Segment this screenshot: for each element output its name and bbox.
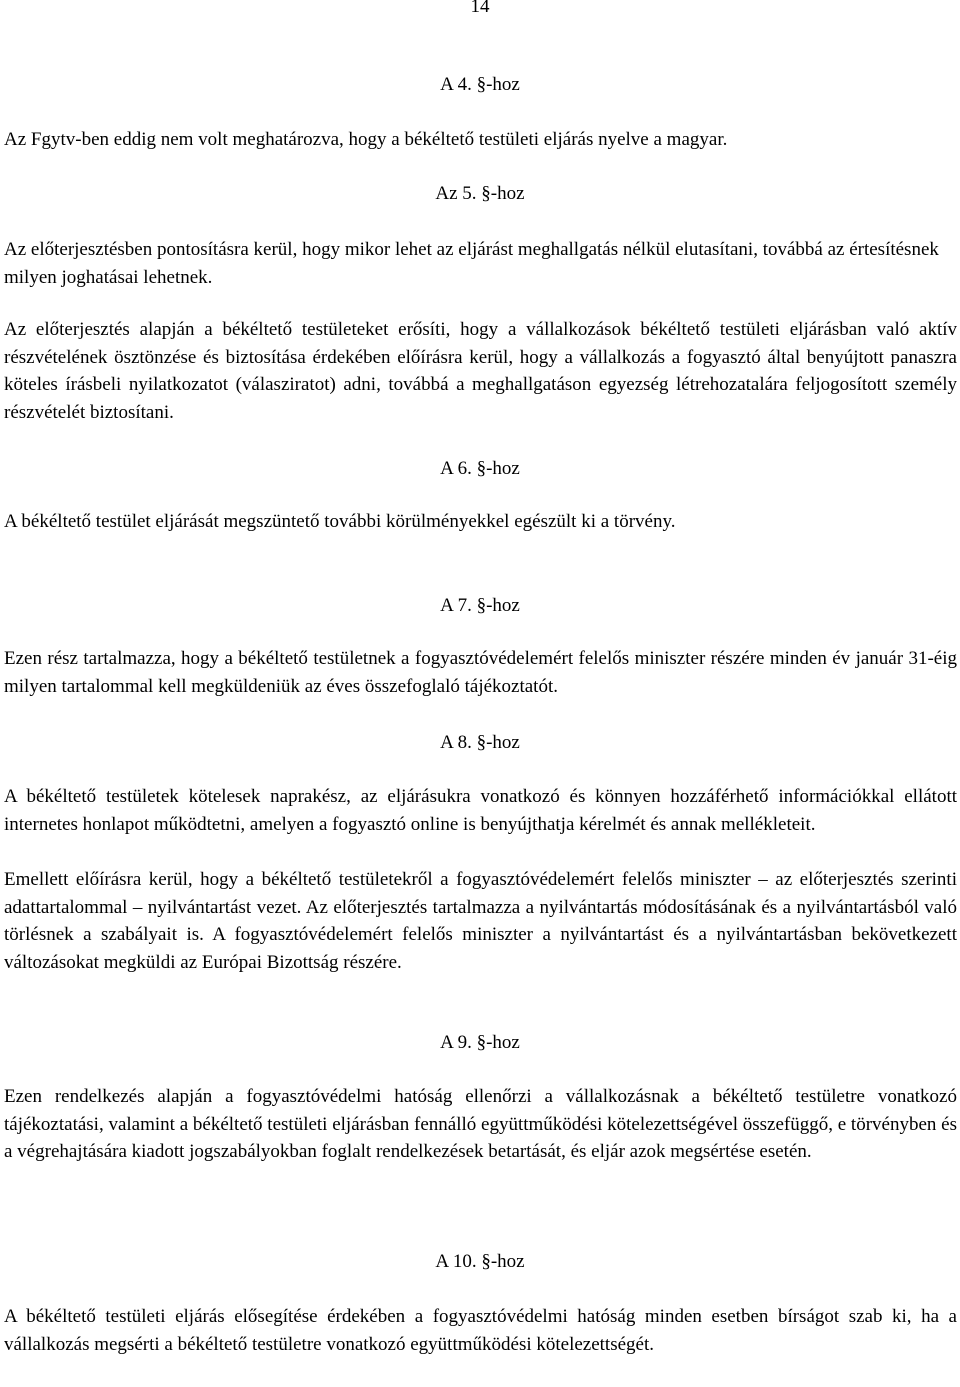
section-heading-7: A 7. §-hoz [440, 595, 520, 616]
section-heading-5: Az 5. §-hoz [435, 183, 525, 204]
section-heading-8: A 8. §-hoz [440, 732, 520, 753]
paragraph-9-1: Ezen rendelkezés alapján a fogyasztóvédelmi hatóság ellenőrzi a vállalkozásnak a békéltető testületre vonatkozó tájékoztatási, valamint a békéltető testületi eljárásban fennálló együttműködési kötelezettségével összefüggő, e törvényben és a végrehajtására kiadott jogszabályokban foglalt rendelkezések betartását, és eljár azok megsértése esetén. [4, 1086, 957, 1162]
paragraph-8-1: A békéltető testületek kötelesek naprakész, az eljárásukra vonatkozó és könnyen hozzáférhető információkkal ellátott internetes honlapot működtetni, amelyen a fogyasztó online is benyújthatja kérelmét és annak mellékleteit. [4, 786, 957, 835]
paragraph-5-1: Az előterjesztésben pontosításra kerül, hogy mikor lehet az eljárást meghallgatás nélkül elutasítani, továbbá az értesítésnek milyen joghatásai lehetnek. [4, 239, 939, 288]
section-heading-4: A 4. §-hoz [440, 74, 520, 95]
section-heading-10: A 10. §-hoz [435, 1251, 525, 1272]
paragraph-5-2: Az előterjesztés alapján a békéltető testületeket erősíti, hogy a vállalkozások békéltető testületi eljárásban való aktív részvételének ösztönzése és biztosítása érdekében előírásra kerül, hogy a vállalkozás a fogyasztó által benyújtott panaszra köteles írásbeli nyilatkozatot (válasziratot) adni, továbbá a meghallgatáson egyezség létrehozatalára feljogosított személy részvételét biztosítani. [4, 319, 957, 423]
section-heading-9: A 9. §-hoz [440, 1032, 520, 1053]
paragraph-8-2: Emellett előírásra kerül, hogy a békéltető testületekről a fogyasztóvédelemért felelős miniszter – az előterjesztés szerinti adattartalommal – nyilvántartást vezet. Az előterjesztés tartalmazza a nyilvántartás módosításának és a nyilvántartásból való törlésnek a szabályait is. A fogyasztóvédelemért felelős miniszter a nyilvántartást és a nyilvántartásban bekövetkezett változásokat megküldi az Európai Bizottság részére. [4, 869, 957, 973]
paragraph-6-1: A békéltető testület eljárását megszüntető további körülményekkel egészült ki a törvény. [4, 511, 676, 532]
section-heading-6: A 6. §-hoz [440, 458, 520, 479]
paragraph-4-1: Az Fgytv-ben eddig nem volt meghatározva, hogy a békéltető testületi eljárás nyelve a magyar. [4, 129, 728, 150]
paragraph-7-1: Ezen rész tartalmazza, hogy a békéltető testületnek a fogyasztóvédelemért felelős miniszter részére minden év január 31-éig milyen tartalommal kell megküldeniük az éves összefoglaló tájékoztatót. [4, 648, 957, 697]
paragraph-10-1: A békéltető testületi eljárás elősegítése érdekében a fogyasztóvédelmi hatóság minden esetben bírságot szab ki, ha a vállalkozás megsérti a békéltető testületre vonatkozó együttműködési kötelezettségét. [4, 1306, 957, 1355]
page-number: 14 [470, 0, 490, 17]
